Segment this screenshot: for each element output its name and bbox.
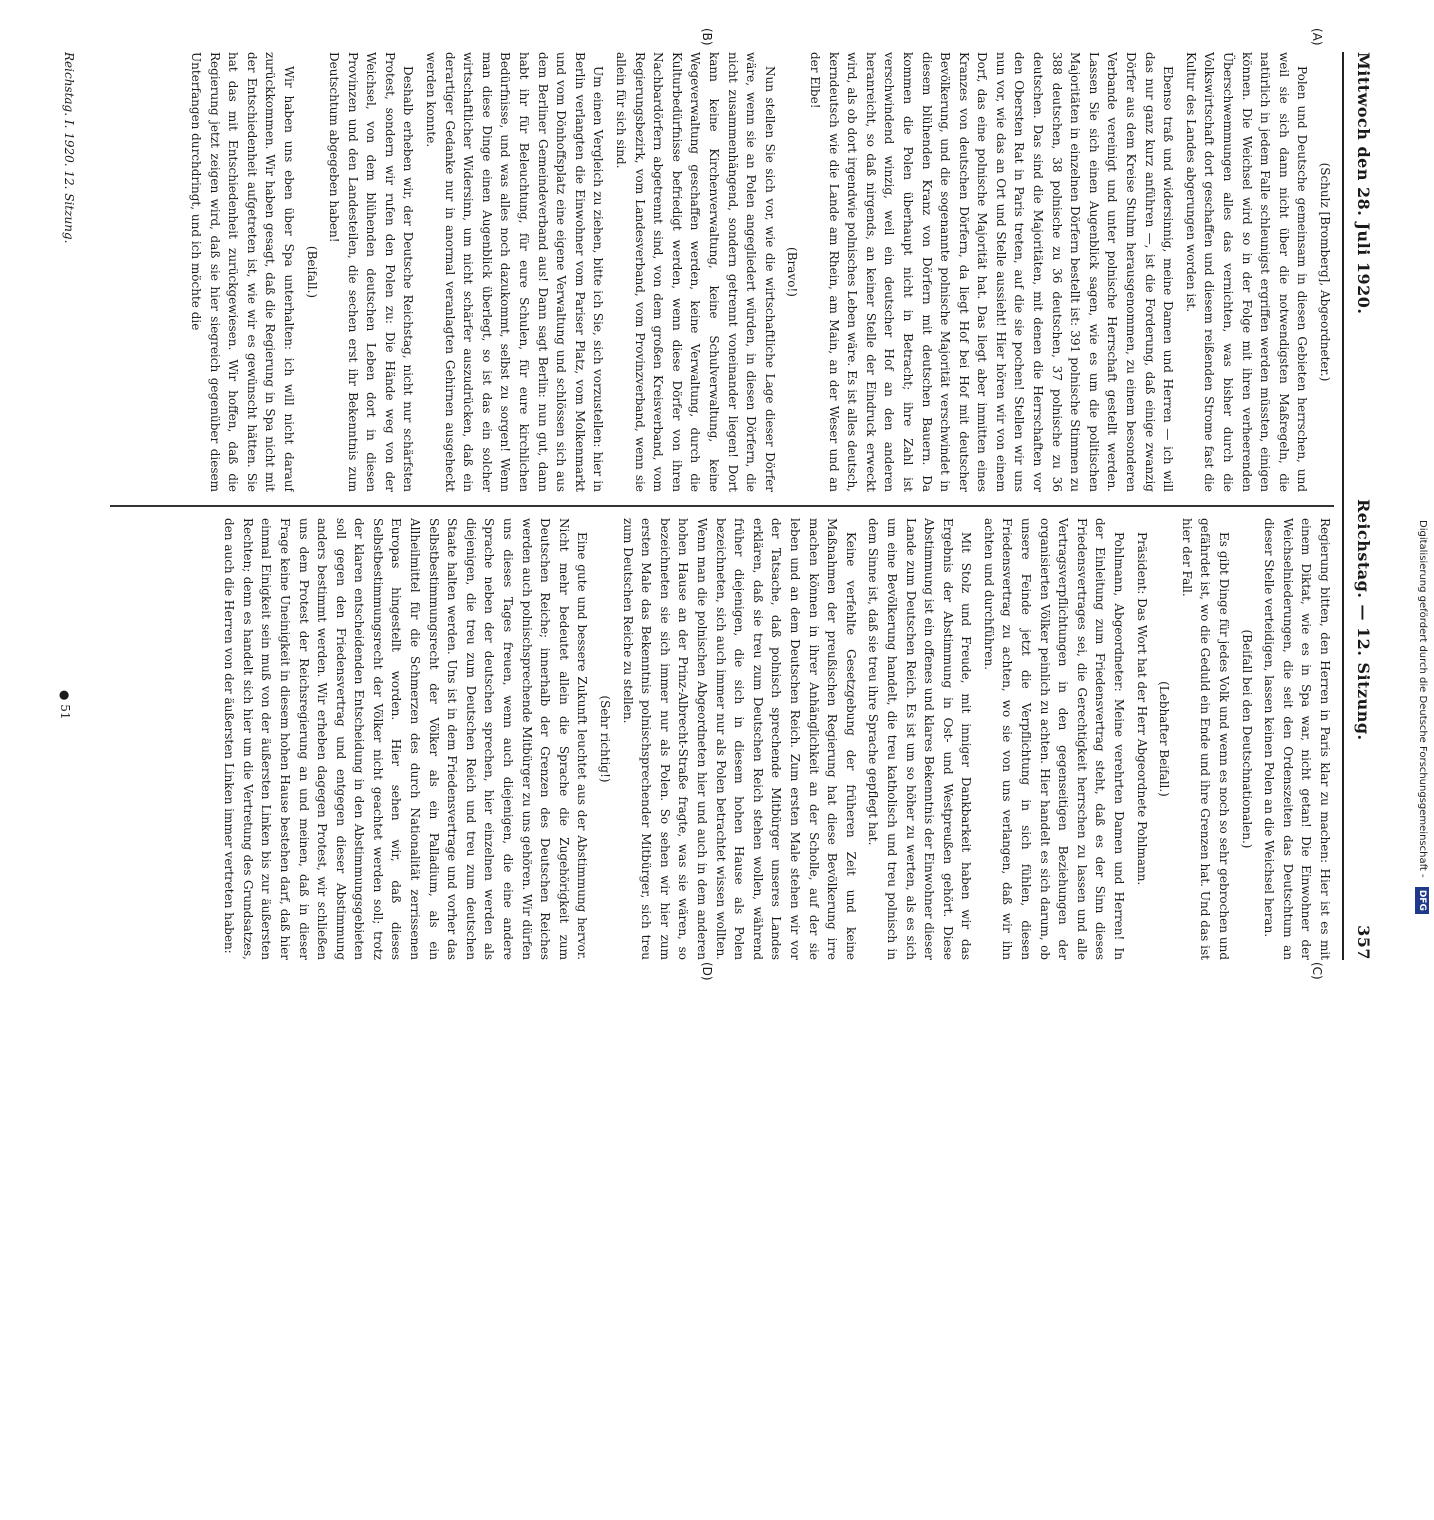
paragraph: Keine verfehlte Gesetzgebung der früheren Zeit und keine Maßnahmen der preußischen Regierung hat diese Bevölkerung irre machen können in ihrer Anhänglichkeit an der Scholle, auf der sie leben und an dem Deutschen Reich. Zum ersten Male stehen wir vor der Tatsache, daß polnisch sprechende Mitbürger unseres Landes erklären, daß sie treu zum Deutschen Reich stehen wollen, während früher diejenigen, die sich in diesem hohen Hause als Polen bezeichneten, sich auch immer nur als Polen betrachtet wissen wollten. Wenn man die polnischen Abgeordneten hier und auch in dem anderen hohen Hause an der Prinz-Albrecht-Straße fragte, was sie wären, so bezeichneten sie sich immer nur als Polen. So sehen wir hier zum ersten Male das Bekenntnis polnischsprechender Mitbürger, sich treu zum Deutschen Reiche zu stellen. xyxy=(620,518,858,960)
margin-mark-a: (A) xyxy=(1310,28,1324,46)
digitization-text: Digitalisierung gefördert durch die Deutsche Forschungsgemeinschaft - xyxy=(1417,520,1428,878)
page-header xyxy=(1346,52,1382,960)
applause: (Beifall bei den Deutschnationalen.) xyxy=(1239,629,1254,849)
right-column xyxy=(78,518,1334,960)
paragraph: Deshalb erheben wir, der Deutsche Reichstag, nicht nur schärfsten Protest, sondern wir rufen den Polen zu: Die Hände weg von der Weichsel, von dem blühenden deutschen Leben dort in diesen Provinzen und den Landesteilen, die sechen erst ihr Bekenntnis zum Deutschtum abgegeben haben! xyxy=(327,52,416,492)
digitization-note xyxy=(1411,0,1433,1000)
paragraph: Nun stellen Sie sich vor, wie die wirtschaftliche Lage dieser Dörfer wäre, wenn sie an Polen angegliedert würden, in diesen Dörfern, die nicht zusammenhängend, sondern getrennt voneinander liegen! Dort kann keine Kirchenverwaltung, keine Schulverwaltung, keine Wegeverwaltung geschaffen werden, keine Verwaltung, durch die Kulturbedürfnisse befriedigt werden, wenn diese Dörfer von ihren Nachbardörfern abgetrennt sind, von dem großen Kreisverband, vom Regierungsbezirk, vom Landesverband, vom Provinzverband, wenn sie allein für sich sind. xyxy=(614,52,777,492)
header-date: Mittwoch den 28. Juli 1920. xyxy=(1354,52,1374,315)
paragraph: Mit Stolz und Freude, mit inniger Dankbarkeit haben wir das Ergebnis der Abstimmung in Ost- und Westpreußen gehört. Diese Abstimmung ist ein offenes und klares Bekenntnis der Einwohner dieser Lande zum Deutschen Reich. Es ist um so höher zu werten, als es sich um eine Bevölkerung handelt, die treu katholisch und treu polnisch in dem Sinne ist, daß sie treu ihre Sprache gepflegt hat. xyxy=(866,518,974,960)
applause: (Lebhafter Beifall.) xyxy=(1157,681,1172,797)
applause: (Beifall.) xyxy=(304,245,319,299)
footer-page-mark: ● 51 xyxy=(58,690,72,720)
paragraph: Wir haben uns eben über Spa unterhalten: ich will nicht darauf zurückkommen. Wir haben gesagt, daß die Regierung in Spa nicht mit der Entschiedenheit aufgetreten ist, wie wir es gewünscht hätten. Sie hat das mit Entschiedenheit zurückgewiesen. Wir hoffen, daß die Regierung jetzt zeigen wird, daß sie hier siegreich gegenüber diesem Unterfangen durchdringt, und ich möchte die xyxy=(188,52,296,492)
paragraph: Es gibt Dinge für jedes Volk und wenn es noch so sehr gebrochen und gefährdet ist, wo die Geduld ein Ende und ihre Grenzen hat. Und das ist hier der Fall. xyxy=(1179,518,1232,960)
margin-mark-c: (C) xyxy=(1310,962,1324,980)
speaker-line: Pohlmann, Abgeordneter: Meine verehrten Damen und Herren! In der Einleitung zum Friedensvertrag steht, daß es der Sinn dieses Friedensvertrages sei, die Gerechtigkeit herrschen zu lassen und alle Vertragsverpflichtungen in den gegenseitigen Beziehungen der organisierten Völker peinlich zu achten. Hier handelt es sich darum, ob unsere Feinde jetzt die Verpflichtung in sich fühlen, diesen Friedensvertrag zu achten, wo sie von uns verlangen, daß wir ihn achten und durchführen. xyxy=(981,518,1127,960)
margin-mark-b: (B) xyxy=(700,28,714,46)
president-line: Präsident: Das Wort hat der Herr Abgeordnete Pohlmann. xyxy=(1134,532,1149,886)
paragraph: Ebenso traß und widersinnig, meine Damen und Herren — ich will das nur ganz kurz anführen —, ist die Forderung, daß einige zwanzig Dörfer aus dem Kreise Stuhm herausgenommen, zu einem besonderen Verbande vereinigt und unter polnische Herrschaft gestellt werden. Lassen Sie sich einen Augenblick sagen, wie es um die politischen Majoritäten in einzelnen Dörfern bestellt ist: 391 polnische Stimmen zu 388 deutschen, 38 polnische zu 36 deutschen, 37 polnische zu 36 deutschen. Das sind die Majoritäten, mit denen die Herrschaften vor den Obersten Rat in Paris treten, auf die sie pochen! Stellen wir uns nun vor, wie das an Ort und Stelle aussieht! Hier hören wir von einem Dorf, das eine polnische Majorität hat. Das liegt aber inmitten eines Kranzes von deutschen Dörfern, da liegt Hof bei Hof mit deutscher Bevölkerung, und die sogenannte polnische Majorität verschwindet in diesem blühenden Kranz von Dörfern mit deutschen Bauern. Da kommen die Polen überhaupt nicht in Betracht; ihre Zahl ist verschwindend winzig, weil ein deutscher Hof an den anderen heranreicht, so daß nirgends, an keiner Stelle der Eindruck erweckt wird, als ob dort irgendwie polnisches Leben wäre. Es ist alles deutsch, kerndeutsch wie die Lande am Rhein, am Main, an der Weser und an der Elbe! xyxy=(807,52,1176,492)
header-title: Reichstag. — 12. Sitzung. xyxy=(1354,498,1374,741)
footer-signature: Reichstag. I. 1920. 12. Sitzung. xyxy=(62,52,76,244)
paragraph: Regierung bitten, den Herren in Paris klar zu machen: Hier ist es mit einem Diktat, wie es in Spa war, nicht getan! Die Einwohner der Weichselniederungen, die seit den Ordenszeiten das Deutschtum an dieser Stelle verteidigen, lassen keinen Polen an die Weichsel heran. xyxy=(1262,518,1332,960)
dfg-logo: DFG xyxy=(1415,887,1429,914)
speaker-line: (Schulz [Bromberg], Abgeordneter.) xyxy=(1318,162,1332,382)
applause: (Bravo!) xyxy=(785,247,800,297)
left-column xyxy=(78,52,1334,492)
margin-mark-d: (D) xyxy=(700,962,714,981)
header-rule xyxy=(1342,52,1344,960)
applause: (Sehr richtig!) xyxy=(598,695,613,783)
header-page-number: 357 xyxy=(1354,925,1374,960)
column-divider xyxy=(110,505,1334,507)
paragraph: Um einen Vergleich zu ziehen, bitte ich Sie, sich vorzustellen: hier in Berlin verlangten die Einwohner vom Pariser Platz, vom Molkenmarkt und vom Dönhoffsplatz eine eigene Verwaltung und schlössen sich aus dem Berliner Gemeindeverband aus! Dann sagt Berlin: nun gut, dann habt ihr für Beleuchtung, für eure Schulen, für eure kirchlichen Bedürfnisse, und was alles noch dazukommt, selbst zu sorgen! Wenn man diese Dinge einen Augenblick überlegt, so ist das ein solcher wirtschaftlicher Widersinn, um nicht schärfer auszudrücken, daß ein derartiger Gedanke nur in anormal veranlagten Gehirnen ausgeheckt werden konnte. xyxy=(424,52,606,492)
paragraph: Polen und Deutsche gemeinsam in diesen Gebieten herrschen, und weil sie sich dann nicht über die notwendigsten Maßregeln, die natürlich in jedem Falle schleunigst ergriffen werden müssten, einigen können. Die Weichsel wird so in der Folge mit ihren verheerenden Überschwemmungen alles das vernichten, was bisher durch die Volkswirtschaft dort geschaffen und diesem reißenden Strome fast die Kultur des Landes abgerungen worden ist. xyxy=(1183,52,1310,492)
paragraph: Eine gute und bessere Zukunft leuchtet aus der Abstimmung hervor. Nicht mehr bedeutet allein die Sprache die Zugehörigkeit zum Deutschen Reiche; innerhalb der Grenzen des Deutschen Reiches werden auch polnischsprechende Mitbürger zu uns gehören. Wir dürfen uns dieses Tages freuen, wenn auch diejenigen, die eine andere Sprache neben der deutschen sprechen, hier einzelnen werden als diejenigen, die treu zum Deutschen Reich und treu zum deutschen Staate halten werden. Uns ist in dem Friedensvertrage und vorher das Selbstbestimmungsrecht der Völker als ein Palladium, als ein Allheilmittel für die Schmerzen des durch Nationalität zerrissenen Europas hingestellt worden. Hier sehen wir, daß dieses Selbstbestimmungsrecht der Völker nicht geachtet werden soll; trotz der klaren entscheidenden Entscheidung in den Abstimmungsgebieten soll gegen den Friedensvertrag und entgegen dieser Abstimmung anders bestimmt werden. Wir erheben dagegen Protest, wir schließen uns dem Protest der Reichsregierung an und meinen, daß in dieser Frage keine Uneinigkeit in diesem hohen Hause bestehen darf, daß hier einmal Einigkeit sein muß von der äußersten Linken bis zur äußersten Rechten; denn es handelt sich hier um die Vertretung des Grundsatzes, den auch die Herren von der äußersten Linken immer vertreten haben: xyxy=(222,518,590,960)
